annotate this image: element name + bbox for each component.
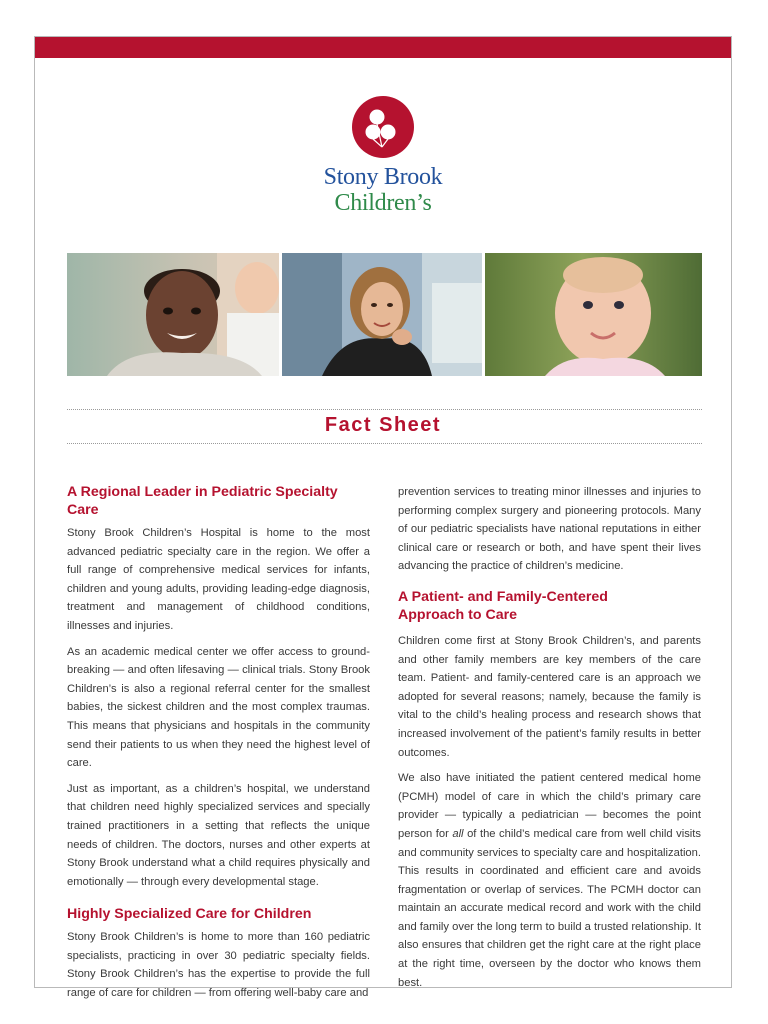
photo-baby bbox=[485, 253, 702, 376]
left-column bbox=[67, 483, 370, 1010]
heading-family-centered-line1: A Patient- and Family-Centered bbox=[398, 588, 608, 605]
top-brand-bar bbox=[35, 37, 731, 58]
paragraph-specialized-care: Stony Brook Children’s is home to more than 160 pediatric specialists, practicing in over 30 pediatric specialty fields. Stony Brook Children’s has the expertise to provide the full range of care for children — from offering well-baby care and bbox=[67, 931, 370, 1000]
logo-text-childrens: Children’s bbox=[334, 190, 432, 216]
pcmh-text-a: We also have initiated the patient centered medical home (PCMH) model of care in which the child’s primary care provider — typically a pediatrician — becomes the point person for bbox=[398, 772, 701, 840]
paragraph-regional-leader-3: Just as important, as a children’s hospital, we understand that children need highly specialized services and specially trained practitioners in a setting that reflects the unique needs of children. The doctors, nurses and other experts at Stony Brook understand what a child requires physically and emotionally — through every developmental stage. bbox=[67, 782, 370, 888]
paragraph-regional-leader-2: As an academic medical center we offer access to ground-breaking — and often lifesaving — clinical trials. Stony Brook Children’s is also a regional referral center for the smallest babies, the sickest children and the most complex traumas. This means that physicians and hospitals in the community send their patients to us when they need the highest level of care. bbox=[67, 645, 370, 770]
heading-specialized-care: Highly Specialized Care for Children bbox=[67, 906, 312, 923]
pcmh-text-emphasis: all bbox=[452, 827, 464, 840]
paragraph-regional-leader-1: Stony Brook Children’s Hospital is home to the most advanced pediatric specialty care in the region. We offer a full range of comprehensive medical services for infants, children and young adults, providing leading-edge diagnosis, treatment and management of childhood conditions, illnesses and injuries. bbox=[67, 527, 370, 632]
pcmh-text-b: of the child’s medical care from well child visits and community services to specialty care and hospitalization. This results in coordinated and efficient care and avoids fragmentation or overlap of services. The PCMH doctor can maintain an accurate medical record and work with the child and family over the long term to build a trusted relationship. It also ensures that children get the right care at the right place at the right time, overseen by the doctor who knows them best. bbox=[398, 827, 701, 989]
page-title: Fact Sheet bbox=[324, 414, 442, 436]
title-rule-top bbox=[67, 409, 702, 410]
logo-text-stony-brook: Stony Brook bbox=[323, 164, 443, 190]
paragraph-family-centered-2 bbox=[398, 769, 701, 992]
balloons-icon bbox=[351, 95, 415, 159]
heading-regional-leader: A Regional Leader in Pediatric Specialty Care bbox=[67, 484, 338, 518]
paragraph-family-centered-1: Children come first at Stony Brook Children’s, and parents and other family members are key members of the care team. Patient- and family-centered care is an approach we adopted for several reasons; namely, because the family is vital to the child’s healing process and research shows that increased involvement of the patient’s family results in better outcomes. bbox=[398, 634, 701, 759]
title-rule-bottom bbox=[67, 443, 702, 444]
right-column bbox=[398, 483, 701, 999]
photo-strip bbox=[67, 253, 702, 376]
paragraph-continued: prevention services to treating minor illnesses and injuries to performing complex surgery and pioneering protocols. Many of our pediatric specialists have national reputations in either clinical care or research or both, and have spent their lives advancing the practice of children’s medicine. bbox=[398, 486, 701, 573]
heading-family-centered bbox=[398, 588, 701, 624]
heading-family-centered-line2: Approach to Care bbox=[398, 606, 518, 623]
fact-sheet-page bbox=[34, 36, 732, 1000]
photo-smiling-boy bbox=[67, 253, 279, 376]
logo bbox=[35, 95, 731, 216]
photo-girl-in-hospital bbox=[282, 253, 482, 376]
